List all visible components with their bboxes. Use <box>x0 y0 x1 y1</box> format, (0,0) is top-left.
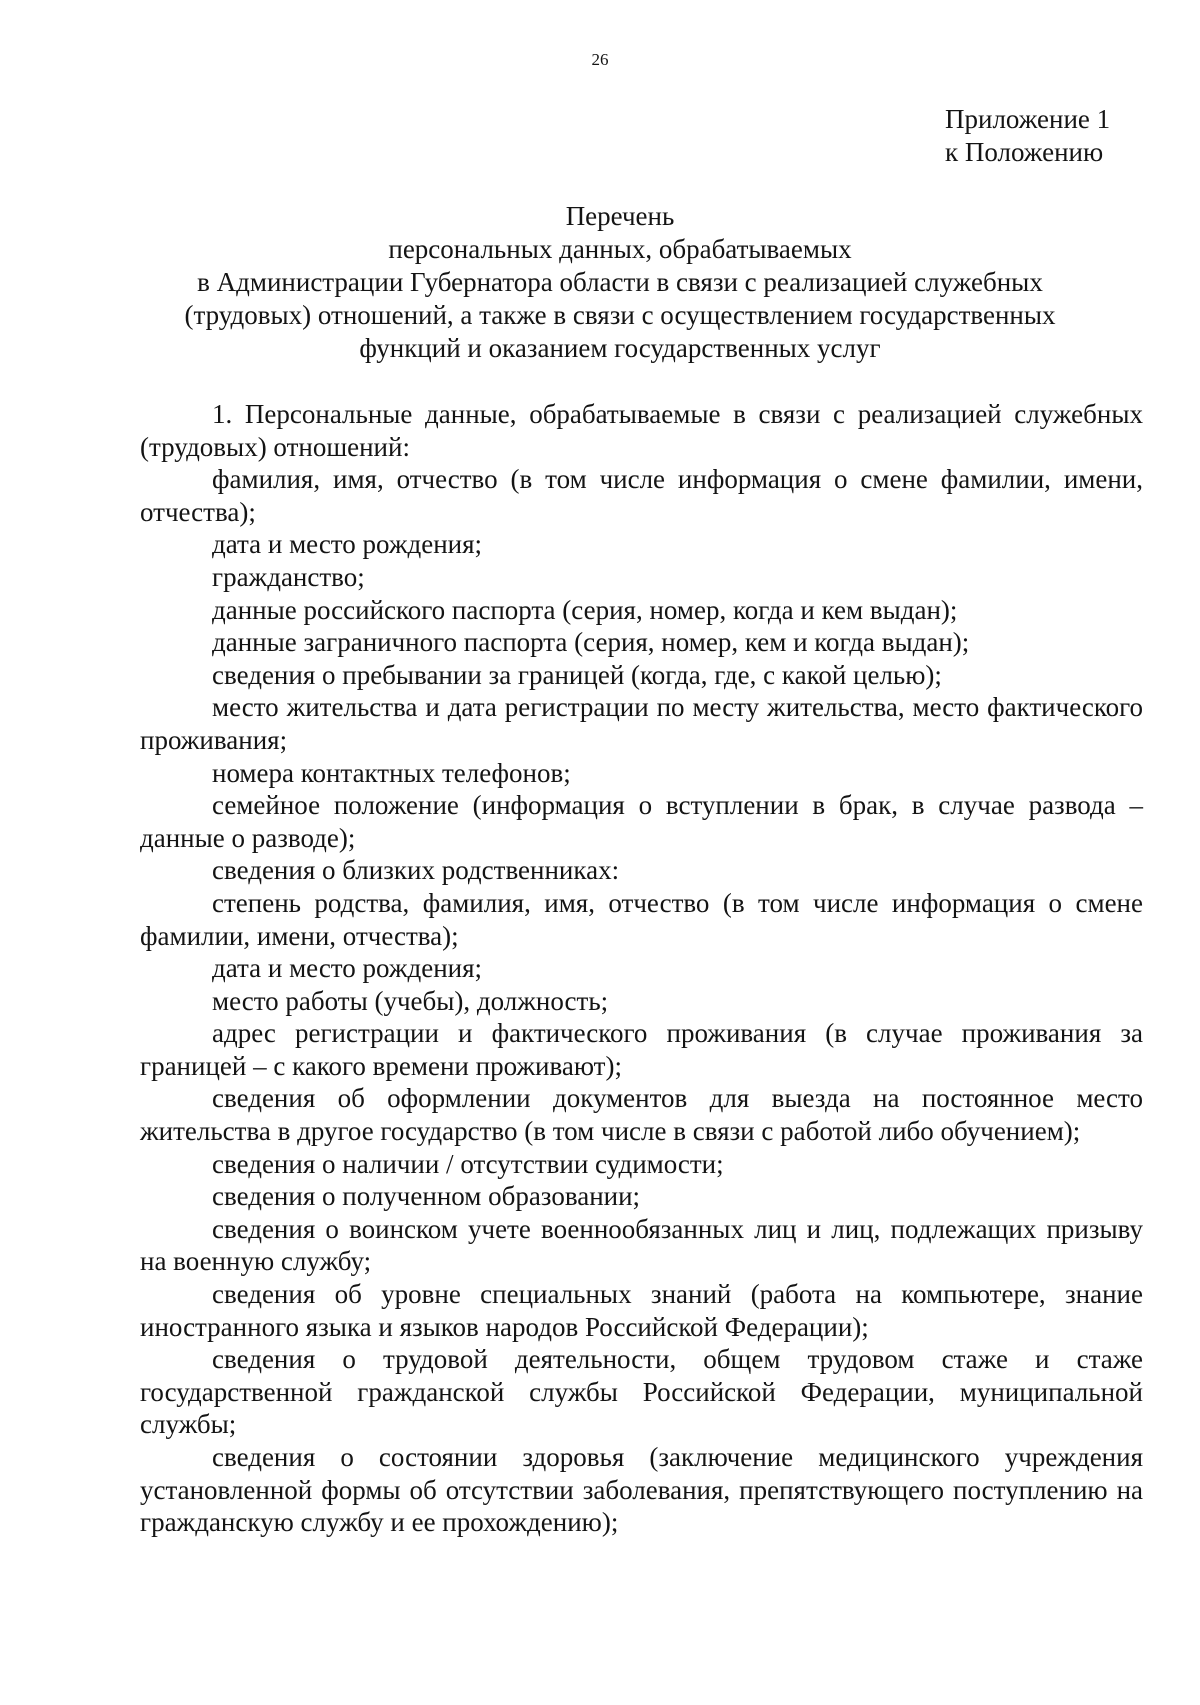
list-item: степень родства, фамилия, имя, отчество (в том числе информация о смене фамилии, имени, отчества); <box>140 887 1143 951</box>
title-line: в Администрации Губернатора области в связи с реализацией служебных <box>197 267 1043 297</box>
list-item: гражданство; <box>212 561 365 592</box>
list-item: фамилия, имя, отчество (в том числе информация о смене фамилии, имени, отчества); <box>140 464 1143 527</box>
list-item: сведения о состоянии здоровья (заключение медицинского учреждения установленной формы об отсутствии заболевания, препятствующего поступлению на гражданскую службу и ее прохождению); <box>140 1442 1143 1538</box>
list-item: сведения о полученном образовании; <box>212 1181 641 1212</box>
list-item: адрес регистрации и фактического проживания (в случае проживания за границей – с какого времени проживают); <box>140 1018 1143 1081</box>
list-item: сведения о близких родственниках: <box>212 855 620 886</box>
appendix-line-2: к Положению <box>945 137 1104 167</box>
list-item: данные заграничного паспорта (серия, номер, кем и когда выдан); <box>212 627 970 658</box>
appendix-reference <box>945 103 1165 169</box>
title-line: Перечень <box>565 201 675 231</box>
document-body <box>140 398 1143 1539</box>
title-line: персональных данных, обрабатываемых <box>388 234 852 264</box>
title-line: (трудовых) отношений, а также в связи с осуществлением государственных <box>184 300 1056 330</box>
list-item: сведения об уровне специальных знаний (работа на компьютере, знание иностранного языка и языков народов Российской Федерации); <box>140 1279 1143 1342</box>
list-item: дата и место рождения; <box>212 953 483 984</box>
list-item: дата и место рождения; <box>212 529 483 560</box>
list-item: сведения о трудовой деятельности, общем трудовом стаже и стаже государственной гражданской службы Российской Федерации, муниципальной службы; <box>140 1344 1143 1440</box>
list-item: номера контактных телефонов; <box>212 757 571 788</box>
section-heading: 1. Персональные данные, обрабатываемые в связи с реализацией служебных (трудовых) отношений: <box>140 399 1143 462</box>
list-item: сведения об оформлении документов для выезда на постоянное место жительства в другое государство (в том числе в связи с работой либо обучением); <box>140 1083 1143 1147</box>
list-item: сведения о пребывании за границей (когда, где, с какой целью); <box>212 659 942 690</box>
list-item: сведения о воинском учете военнообязанных лиц и лиц, подлежащих призыву на военную службу; <box>140 1213 1143 1277</box>
title-line: функций и оказанием государственных услуг <box>359 333 881 363</box>
list-item: место работы (учебы), должность; <box>212 985 609 1016</box>
list-item: место жительства и дата регистрации по месту жительства, место фактического проживания; <box>140 692 1143 755</box>
appendix-line-1: Приложение 1 <box>945 104 1111 134</box>
list-item: семейное положение (информация о вступлении в брак, в случае развода – данные о разводе); <box>140 790 1143 853</box>
document-title <box>150 200 1090 365</box>
list-item: данные российского паспорта (серия, номер, когда и кем выдан); <box>212 594 958 625</box>
list-item: сведения о наличии / отсутствии судимости; <box>212 1148 724 1179</box>
page-number: 26 <box>591 50 609 69</box>
